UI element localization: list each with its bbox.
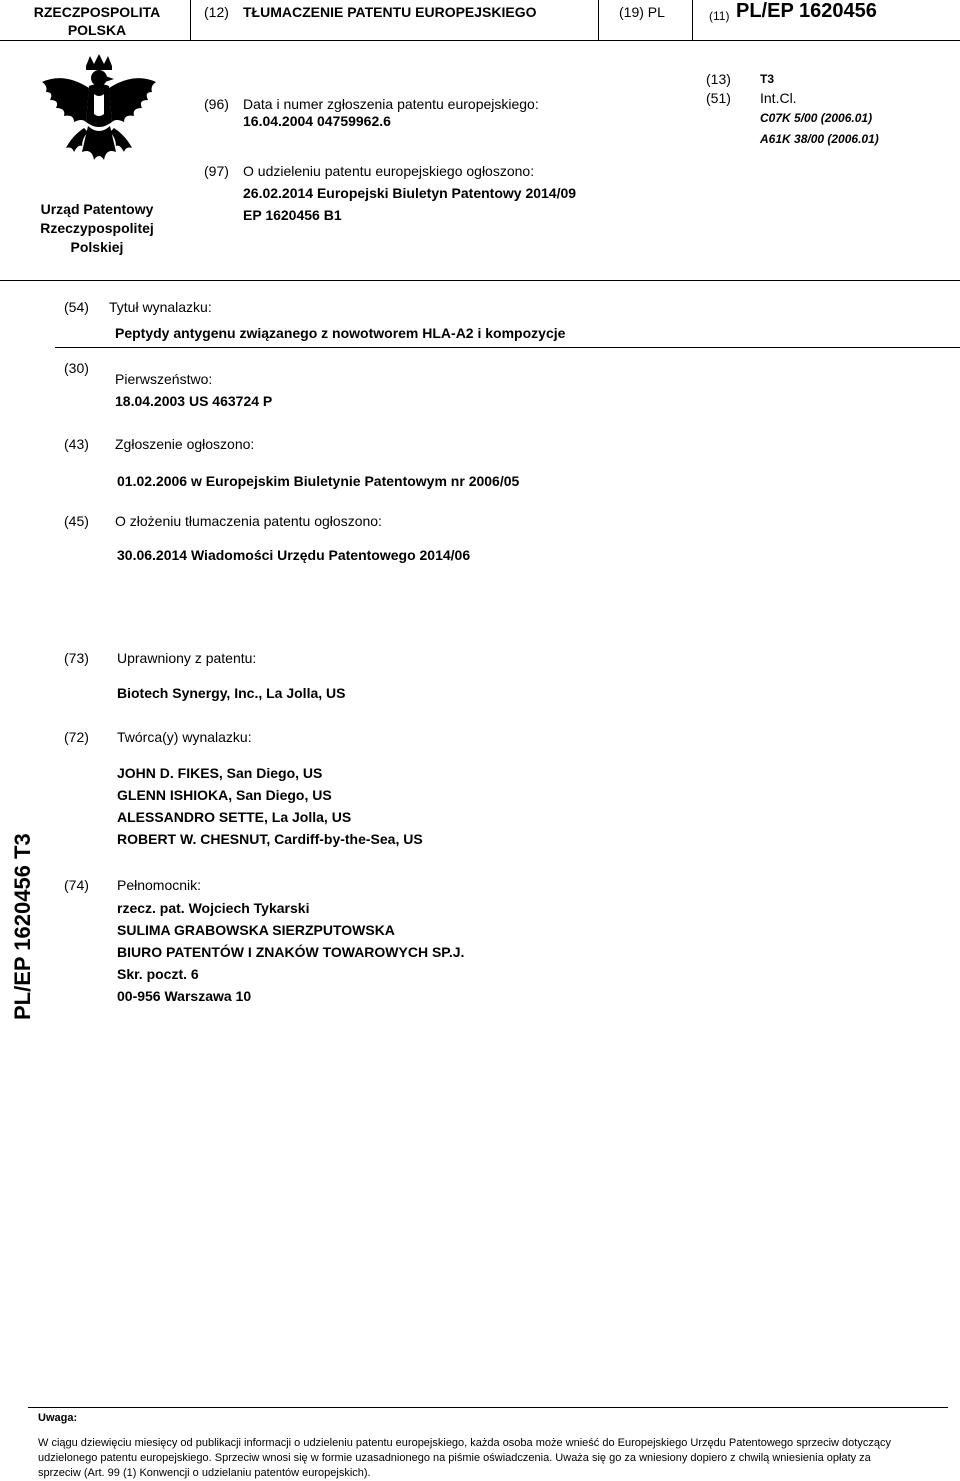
classification-1: C07K 5/00 (2006.01) bbox=[760, 111, 873, 125]
code-12: (12) bbox=[204, 4, 229, 20]
field-72-label: Twórca(y) wynalazku: bbox=[117, 729, 252, 745]
code-96: (96) bbox=[204, 96, 229, 112]
classification-2: A61K 38/00 (2006.01) bbox=[760, 132, 879, 146]
code-54: (54) bbox=[64, 299, 89, 315]
code-43: (43) bbox=[64, 436, 89, 452]
header-sep-1 bbox=[190, 0, 191, 40]
code-30: (30) bbox=[64, 360, 89, 376]
office-name bbox=[12, 200, 182, 257]
field-96-value: 16.04.2004 04759962.6 bbox=[243, 113, 391, 129]
field-30-label: Pierwszeństwo: bbox=[115, 371, 213, 387]
code-73: (73) bbox=[64, 650, 89, 666]
patent-number: PL/EP 1620456 bbox=[736, 0, 877, 22]
field-43-label: Zgłoszenie ogłoszono: bbox=[115, 436, 255, 452]
note-line: W ciągu dziewięciu miesięcy od publikacji informacji o udzieleniu patentu europejskiego, każda osoba może wnieść do Europejskiego Urzędu Patentowego sprzeciw dotyczący bbox=[38, 1437, 891, 1449]
office-line-2: Rzeczypospolitej bbox=[40, 220, 154, 236]
note-line: sprzeciw (Art. 99 (1) Konwencji o udzielaniu patentów europejskich). bbox=[38, 1467, 371, 1479]
code-13: (13) bbox=[706, 71, 731, 87]
code-45: (45) bbox=[64, 513, 89, 529]
field-51-label: Int.Cl. bbox=[760, 90, 797, 106]
side-patent-label: PL/EP 1620456 T3 bbox=[10, 833, 35, 1020]
polish-eagle-emblem bbox=[34, 52, 164, 187]
inventor-item: ROBERT W. CHESNUT, Cardiff-by-the-Sea, US bbox=[117, 831, 423, 847]
attorney-line: 00-956 Warszawa 10 bbox=[117, 988, 252, 1004]
field-97-value: 26.02.2014 Europejski Biuletyn Patentowy 2014/09 bbox=[243, 185, 577, 201]
field-97-label: O udzieleniu patentu europejskiego ogłoszono: bbox=[243, 163, 535, 179]
inventor-item: ALESSANDRO SETTE, La Jolla, US bbox=[117, 809, 352, 825]
field-74-label: Pełnomocnik: bbox=[117, 877, 202, 893]
header-sep-2 bbox=[598, 0, 599, 40]
patent-holder: Biotech Synergy, Inc., La Jolla, US bbox=[117, 685, 346, 701]
inventor-item: GLENN ISHIOKA, San Diego, US bbox=[117, 787, 332, 803]
field-54-label: Tytuł wynalazku: bbox=[109, 299, 212, 315]
field-45-value: 30.06.2014 Wiadomości Urzędu Patentowego 2014/06 bbox=[117, 547, 471, 563]
footer-divider bbox=[28, 1407, 948, 1408]
attorney-block bbox=[117, 897, 464, 1007]
note-text bbox=[38, 1436, 954, 1481]
country-line-1: RZECZPOSPOLITA bbox=[33, 4, 161, 20]
field-45-label: O złożeniu tłumaczenia patentu ogłoszono: bbox=[115, 513, 382, 529]
country-name bbox=[12, 3, 182, 39]
inventor-item: JOHN D. FIKES, San Diego, US bbox=[117, 765, 323, 781]
code-72: (72) bbox=[64, 729, 89, 745]
code-11: (11) bbox=[709, 9, 730, 23]
inventor-list bbox=[117, 762, 423, 850]
office-line-1: Urząd Patentowy bbox=[40, 201, 154, 217]
code-19: (19) PL bbox=[619, 4, 665, 20]
office-line-3: Polskiej bbox=[70, 239, 124, 255]
attorney-line: BIURO PATENTÓW I ZNAKÓW TOWAROWYCH SP.J. bbox=[117, 944, 465, 960]
code-74: (74) bbox=[64, 877, 89, 893]
document-kind-title: TŁUMACZENIE PATENTU EUROPEJSKIEGO bbox=[243, 4, 537, 20]
header-sep-3 bbox=[692, 0, 693, 40]
header-divider bbox=[0, 40, 960, 41]
field-43-value: 01.02.2006 w Europejskim Biuletynie Patentowym nr 2006/05 bbox=[117, 473, 520, 489]
attorney-line: rzecz. pat. Wojciech Tykarski bbox=[117, 900, 310, 916]
field-13-value: T3 bbox=[760, 72, 775, 86]
top-section-divider bbox=[0, 280, 960, 281]
attorney-line: Skr. poczt. 6 bbox=[117, 966, 199, 982]
eagle-icon bbox=[34, 52, 164, 187]
field-73-label: Uprawniony z patentu: bbox=[117, 650, 257, 666]
note-line: udzielonego patentu europejskiego. Sprzeciw wnosi się w formie uzasadnionego na piśmie oświadczenia. Uważa się go za wniesiony dopiero z chwilą wniesienia opłaty za bbox=[38, 1452, 871, 1464]
field-97-value-2: EP 1620456 B1 bbox=[243, 207, 342, 223]
country-line-2: POLSKA bbox=[67, 22, 127, 38]
title-divider bbox=[55, 347, 960, 348]
code-51: (51) bbox=[706, 90, 731, 106]
invention-title: Peptydy antygenu związanego z nowotworem HLA-A2 i kompozycje bbox=[115, 325, 566, 341]
priority-value: 18.04.2003 US 463724 P bbox=[115, 393, 273, 409]
note-label: Uwaga: bbox=[38, 1412, 78, 1424]
code-97: (97) bbox=[204, 163, 229, 179]
attorney-line: SULIMA GRABOWSKA SIERZPUTOWSKA bbox=[117, 922, 395, 938]
field-96-label: Data i numer zgłoszenia patentu europejskiego: bbox=[243, 96, 539, 112]
